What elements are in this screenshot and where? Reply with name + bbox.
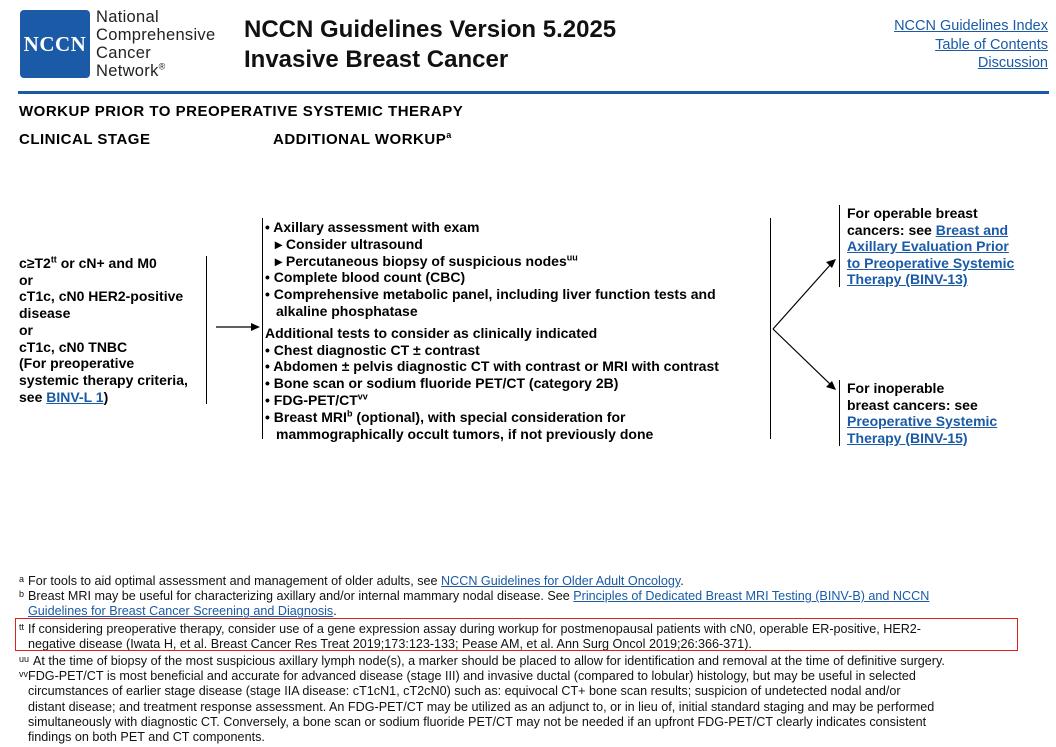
binv13-link[interactable]: Therapy (BINV-13) <box>847 271 968 288</box>
footnote-vv-cont: simultaneously with diagnostic CT. Conversely, a bone scan or sodium fluoride PET/CT may not be needed if an upfront FDG-PET/CT clearly indicates consistent <box>28 714 927 729</box>
workup-item: • FDG-PET/CT$^{vv}$ <box>265 391 368 408</box>
binv15-link[interactable]: Preoperative Systemic <box>847 413 998 430</box>
stage-line: see BINV-L 1) <box>19 388 109 405</box>
org-name <box>96 8 215 80</box>
top-nav-links <box>894 17 1048 73</box>
workup-subitem: ▸ Consider ultrasound <box>275 235 423 252</box>
footnote-tt: tt If considering preoperative therapy, consider use of a gene expression assay during workup for postmenopausal patients with cN0, operable ER-positive, HER2- <box>19 621 922 636</box>
workup-item: • Breast MRI$^b$ (optional), with special consideration for <box>265 408 626 425</box>
workup-subitem: ▸ Percutaneous biopsy of suspicious nodes$^{uu}$ <box>275 251 578 269</box>
footnote-a: a For tools to aid optimal assessment and management of older adults, see NCCN Guidelines for Older Adult Oncology. <box>19 574 684 588</box>
registered-mark: ® <box>158 61 166 72</box>
workup-list <box>265 219 719 442</box>
binv13-link[interactable]: Breast and <box>935 221 1009 238</box>
workup-item: • Chest diagnostic CT ± contrast <box>265 341 480 358</box>
additional-workup-heading: ADDITIONAL WORKUP$^a$ <box>273 130 452 148</box>
clinical-stage-criteria <box>19 255 188 405</box>
workup-item-cont: mammographically occult tumors, if not previously done <box>276 425 654 442</box>
highlight-box <box>15 618 1018 651</box>
stage-line: systemic therapy criteria, <box>19 371 188 388</box>
stage-line: (For preoperative <box>19 355 135 372</box>
operable-result: For operable breast cancers: see Breast and Axillary Evaluation Prior to Preoperative Systemic Therapy (BINV-13) <box>847 205 1015 288</box>
workup-item: • Abdomen ± pelvis diagnostic CT with contrast or MRI with contrast <box>265 358 719 375</box>
footnote-vv-cont: distant disease; and treatment response assessment. An FDG-PET/CT may be utilized as an adjunct to, or in lieu of, initial standard staging and may be performed <box>28 699 935 714</box>
workup-item: • Complete blood count (CBC) <box>265 269 466 286</box>
footnote-b-cont: Guidelines for Breast Cancer Screening and Diagnosis. <box>28 604 337 619</box>
workup-item: • Comprehensive metabolic panel, including liver function tests and <box>265 286 716 303</box>
operable-line <box>839 205 840 287</box>
footnote-tt-cont: negative disease (Iwata H, et al. Breast Cancer Res Treat 2019;173:123-133; Pease AM, et al. Ann Surg Oncol 2019;26:366-371). <box>28 636 752 651</box>
workup-item: • Bone scan or sodium fluoride PET/CT (category 2B) <box>265 375 619 392</box>
clinical-stage-heading: CLINICAL STAGE <box>19 131 151 148</box>
org-name-line: Comprehensive <box>96 26 216 44</box>
title-line-1: NCCN Guidelines Version 5.2025 <box>244 16 617 43</box>
footnote-b: b Breast MRI may be useful for characterizing axillary and/or internal mammary nodal disease. See Principles of Dedicated Breast MRI Testing (BINV-B) and NCCN <box>19 589 930 604</box>
header-divider <box>18 91 1049 94</box>
binv-l1-link[interactable]: BINV-L 1 <box>46 388 104 405</box>
inoperable-result: For inoperable breast cancers: see Preoperative Systemic Therapy (BINV-15) <box>847 380 998 446</box>
footnote-vv-cont: circumstances of earlier stage disease (stage IIA disease: cT1cN1, cT2cN0) such as: equivocal CT+ bone scan results; suspicion of undetected nodal and/or <box>28 684 901 699</box>
footnote-uu: uu At the time of biopsy of the most suspicious axillary lymph node(s), a marker should be placed to allow for identification and removal at the time of definitive surgery. <box>19 654 945 669</box>
logo-text: NCCN <box>23 31 87 56</box>
workup-left-line <box>262 218 263 439</box>
footnotes <box>19 574 1049 745</box>
inoperable-line <box>839 380 840 446</box>
org-name-line: Cancer <box>96 44 151 62</box>
stage-or: or <box>19 321 33 338</box>
screening-diagnosis-link[interactable]: Guidelines for Breast Cancer Screening and Diagnosis <box>28 604 334 619</box>
stage-line: $c\ge T2^{tt}$ or cN+ and M0 <box>19 254 157 271</box>
binv13-link[interactable]: Axillary Evaluation Prior <box>847 238 1009 255</box>
branch-arrows-icon <box>770 255 840 395</box>
stage-line: cT1c, cN0 HER2-positive <box>19 288 184 305</box>
org-name-line: National <box>96 8 159 26</box>
binv13-link[interactable]: to Preoperative Systemic <box>847 254 1015 271</box>
stage-line: disease <box>19 305 71 322</box>
stage-bracket-line <box>206 256 207 404</box>
discussion-link[interactable]: Discussion <box>977 55 1048 71</box>
workup-item-cont: alkaline phosphatase <box>276 302 418 319</box>
table-of-contents-link[interactable]: Table of Contents <box>935 36 1048 53</box>
nccn-logo <box>20 10 90 78</box>
older-adult-oncology-link[interactable]: NCCN Guidelines for Older Adult Oncology <box>441 574 681 588</box>
breast-mri-link[interactable]: Principles of Dedicated Breast MRI Testing (BINV-B) and NCCN <box>573 589 930 604</box>
guidelines-index-link[interactable]: NCCN Guidelines Index <box>894 18 1048 34</box>
footnote-vv-cont: findings on both PET and CT components. <box>28 730 265 745</box>
section-title: WORKUP PRIOR TO PREOPERATIVE SYSTEMIC THERAPY <box>19 103 464 120</box>
footnote-vv: vv FDG-PET/CT is most beneficial and accurate for advanced disease (stage III) and invasive ductal (compared to lobular) histology, but may be useful in selected <box>19 669 916 684</box>
stage-or: or <box>19 271 33 288</box>
org-name-line: Network® <box>96 61 166 80</box>
workup-item: • Axillary assessment with exam <box>265 219 480 235</box>
title-line-2: Invasive Breast Cancer <box>244 46 509 73</box>
workup-subheading: Additional tests to consider as clinically indicated <box>265 324 598 341</box>
binv15-link[interactable]: Therapy (BINV-15) <box>847 429 968 446</box>
page-title <box>244 15 616 75</box>
right-arrow-icon <box>214 320 262 334</box>
stage-line: cT1c, cN0 TNBC <box>19 338 128 355</box>
